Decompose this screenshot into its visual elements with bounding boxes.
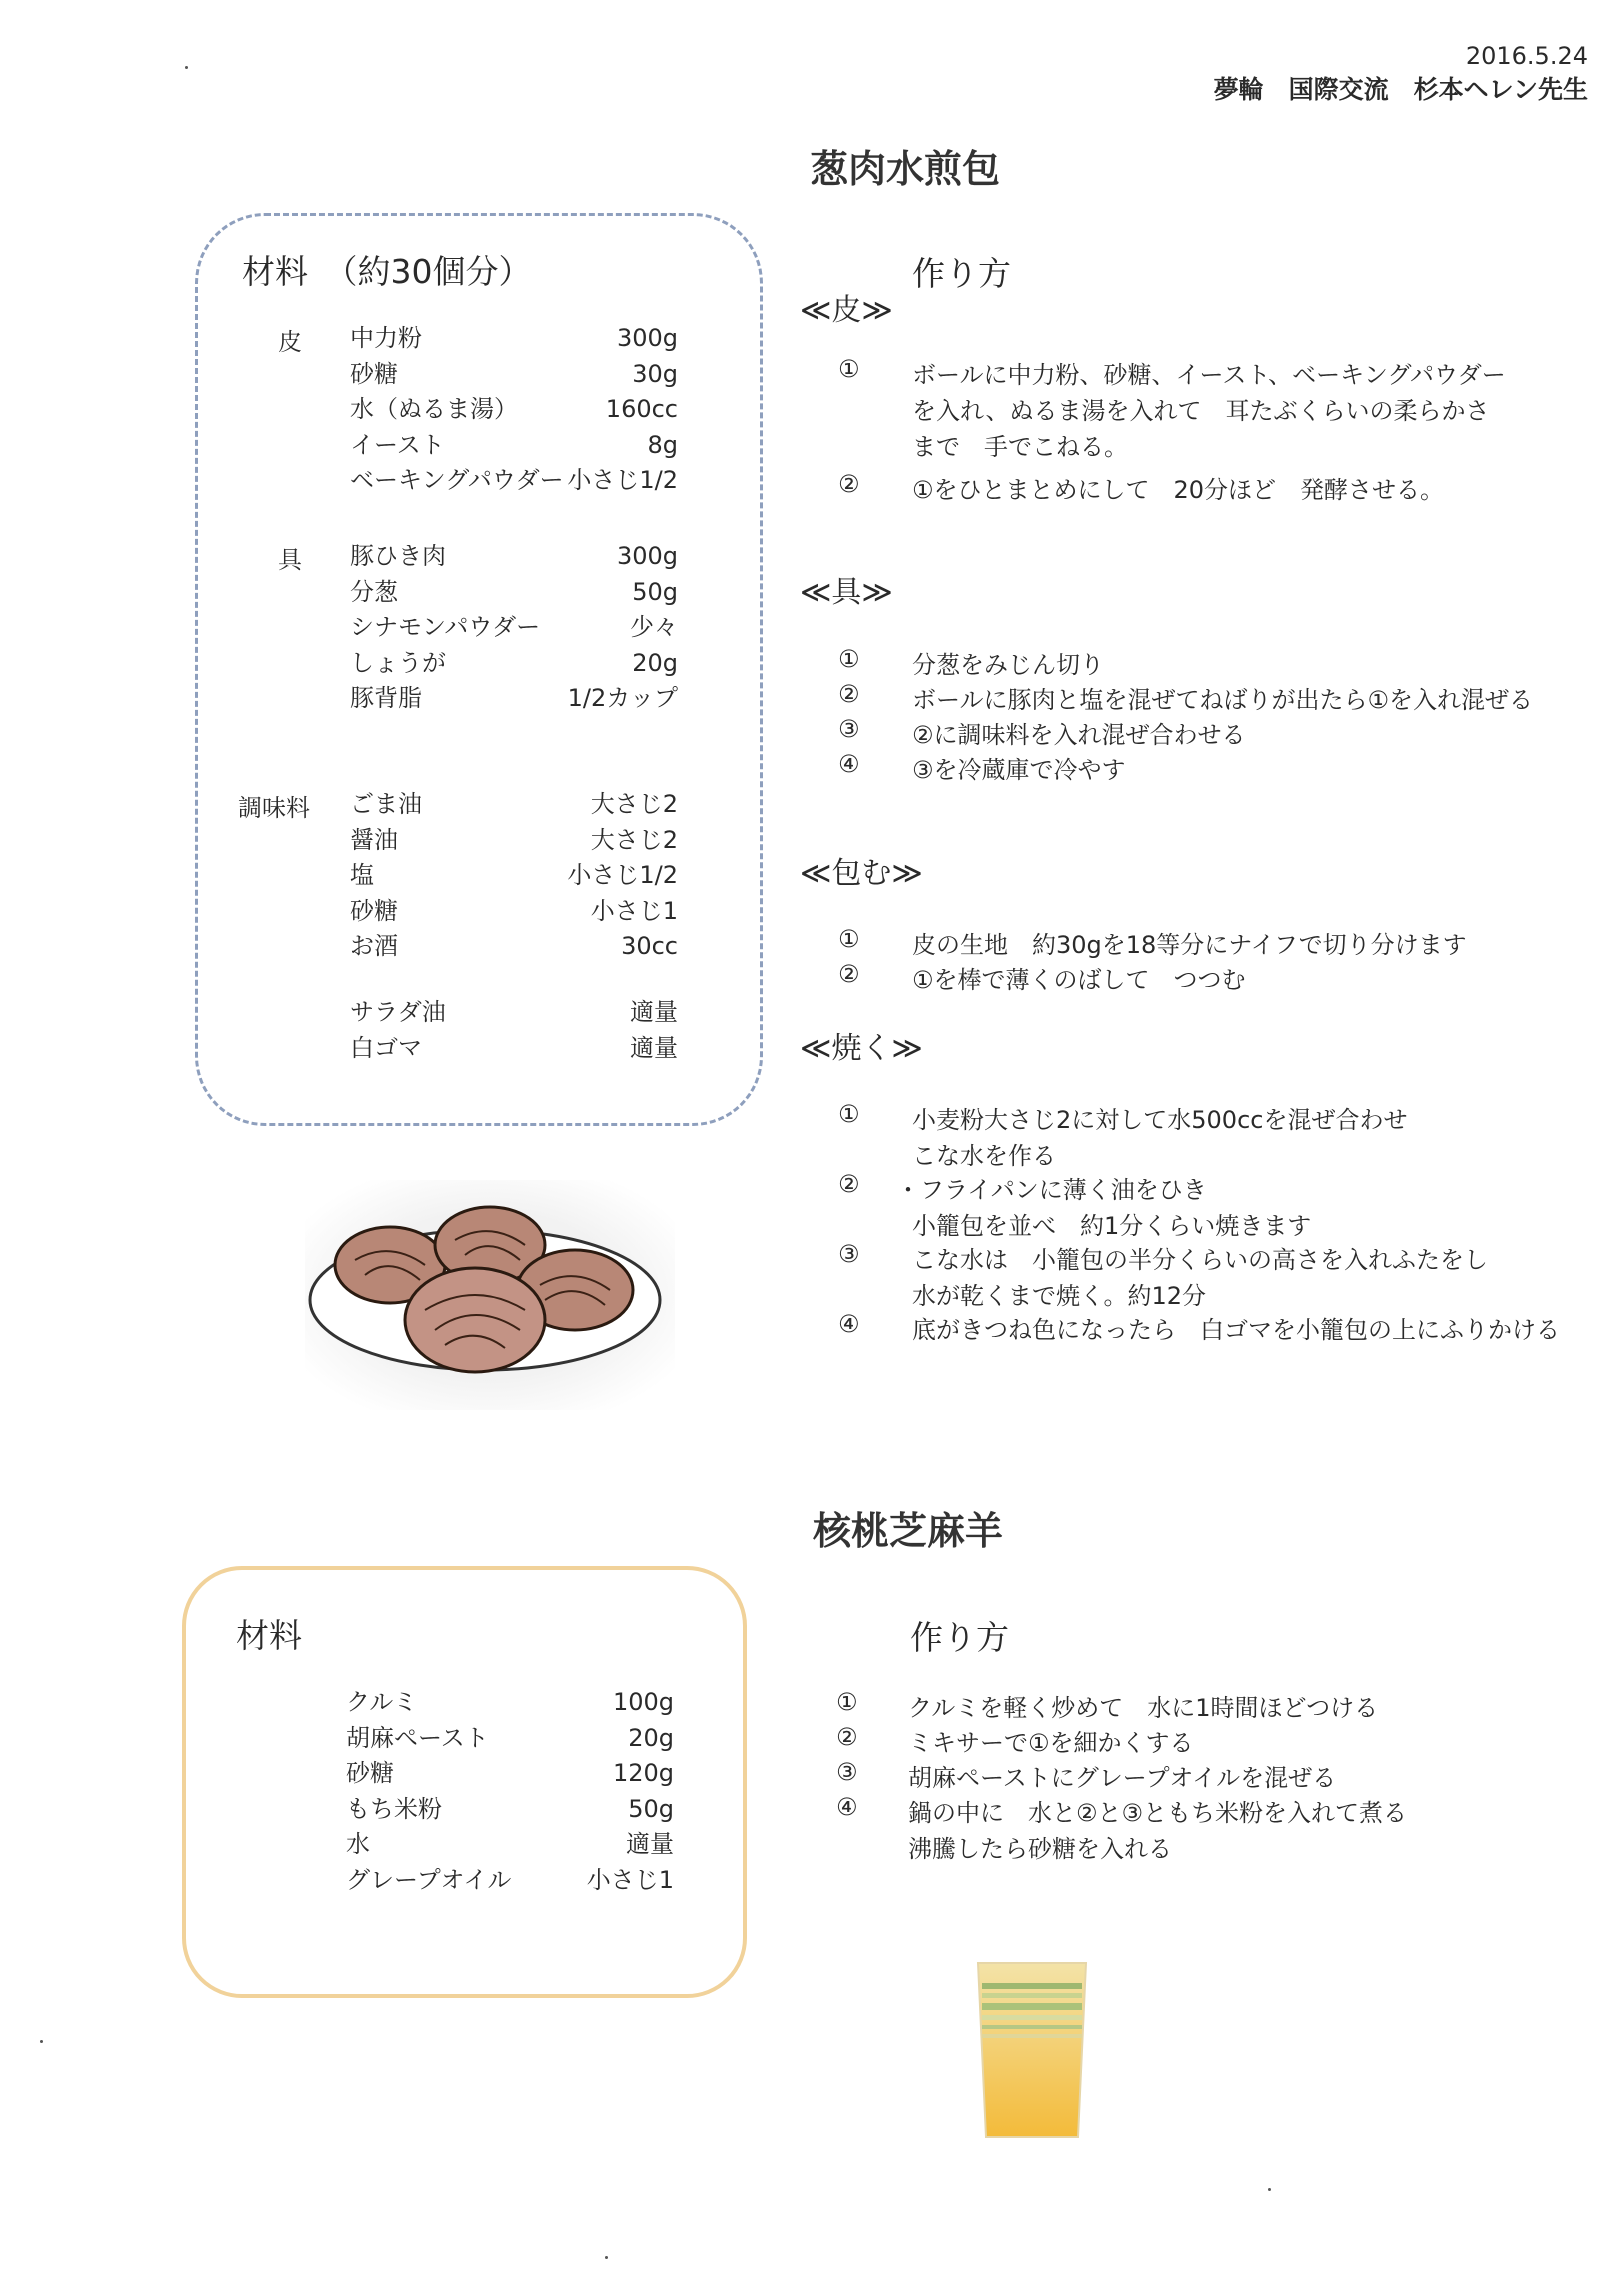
ingredient-qty: 160cc: [605, 395, 678, 423]
ingredient-qty: 300g: [616, 324, 678, 352]
step-number: ②: [838, 960, 860, 988]
ingredient-category: 具: [278, 546, 302, 574]
step-number: ②: [838, 680, 860, 708]
step-text: ①をひとまとめにして 20分ほど 発酵させる。: [912, 476, 1445, 504]
step-number: ①: [838, 645, 860, 673]
step-text: ボールに中力粉、砂糖、イースト、ベーキングパウダー: [912, 361, 1506, 389]
method-section-heading: ≪焼く≫: [800, 1031, 923, 1066]
step-text: を入れ、ぬるま湯を入れて 耳たぶくらいの柔らかさ: [912, 397, 1490, 425]
step-text: 皮の生地 約30gを18等分にナイフで切り分けます: [912, 931, 1467, 959]
ingredient-qty: 適量: [626, 1830, 674, 1858]
ingredient-name: イースト: [350, 430, 445, 459]
ingredient-name: 豚背脂: [350, 684, 422, 712]
ingredient-qty: 20g: [628, 1723, 674, 1752]
step-text: ・フライパンに薄く油をひき: [896, 1176, 1207, 1204]
drink-glass-photo: [972, 1955, 1092, 2145]
step-text: 小籠包を並べ 約1分くらい焼きます: [912, 1212, 1312, 1240]
ingredient-qty: 小さじ1: [590, 896, 678, 925]
method-section-heading: ≪皮≫: [800, 293, 893, 328]
step-text: 小麦粉大さじ2に対して水500ccを混ぜ合わせ: [912, 1106, 1408, 1134]
step-number: ④: [838, 750, 860, 778]
ingredient-qty: 30cc: [621, 932, 678, 960]
ingredient-qty: 大さじ2: [590, 825, 678, 854]
ingredient-qty: 大さじ2: [590, 790, 678, 818]
step-number: ③: [838, 1240, 860, 1268]
ingredient-name: 分葱: [350, 577, 398, 606]
ingredient-qty: 少々: [630, 613, 678, 641]
ingredient-qty: 適量: [630, 1033, 678, 1062]
ingredient-name: しょうが: [350, 648, 446, 677]
ingredient-name: もち米粉: [346, 1794, 442, 1823]
step-text: 沸騰したら砂糖を入れる: [908, 1835, 1172, 1863]
ingredient-qty: 30g: [632, 359, 678, 388]
step-text: 分葱をみじん切り: [912, 651, 1104, 679]
step-number: ③: [838, 715, 860, 743]
step-text: こな水を作る: [912, 1142, 1056, 1170]
ingredient-name: グレープオイル: [346, 1865, 512, 1894]
recipe1-title: 葱肉水煎包: [810, 147, 1001, 191]
ingredient-qty: 1/2カップ: [567, 684, 678, 712]
step-number: ②: [838, 470, 860, 498]
scan-speck: [605, 2256, 608, 2259]
step-text: ②に調味料を入れ混ぜ合わせる: [912, 721, 1246, 749]
ingredient-name: ベーキングパウダー: [350, 466, 564, 494]
ingredient-name: シナモンパウダー: [350, 613, 541, 641]
ingredient-name: 砂糖: [350, 359, 398, 388]
method-section-heading: ≪具≫: [800, 575, 893, 610]
ingredient-name: サラダ油: [350, 998, 446, 1026]
ingredient-name: 醤油: [350, 825, 398, 854]
ingredient-name: 塩: [350, 861, 374, 889]
ingredient-name: 砂糖: [350, 896, 398, 925]
recipe1-method-title: 作り方: [912, 254, 1011, 293]
recipe2-ingredients-title: 材料: [236, 1616, 302, 1655]
step-text: 底がきつね色になったら 白ゴマを小籠包の上にふりかける: [912, 1316, 1560, 1344]
ingredient-qty: 50g: [628, 1794, 674, 1823]
step-text: 胡麻ペーストにグレープオイルを混ぜる: [908, 1764, 1337, 1792]
ingredient-name: ごま油: [350, 790, 422, 818]
ingredient-qty: 小さじ1/2: [567, 466, 678, 494]
recipe2-title: 核桃芝麻羊: [813, 1509, 1004, 1553]
step-text: 鍋の中に 水と②と③ともち米粉を入れて煮る: [908, 1799, 1408, 1827]
step-number: ③: [836, 1758, 858, 1786]
ingredient-name: 胡麻ペースト: [346, 1723, 489, 1752]
step-number: ④: [836, 1793, 858, 1821]
step-number: ②: [838, 1170, 860, 1198]
step-text: ①を棒で薄くのばして つつむ: [912, 966, 1246, 994]
step-number: ④: [838, 1310, 860, 1338]
ingredient-name: 水: [346, 1830, 370, 1858]
step-text: ミキサーで①を細かくする: [908, 1729, 1194, 1757]
document-date: 2016.5.24: [1465, 42, 1588, 70]
step-number: ①: [836, 1688, 858, 1716]
scan-speck: [40, 2040, 43, 2043]
ingredient-qty: 20g: [632, 648, 678, 677]
recipe2-method-title: 作り方: [910, 1618, 1009, 1657]
ingredient-qty: 小さじ1/2: [567, 861, 678, 889]
step-number: ①: [838, 925, 860, 953]
ingredient-name: 水（ぬるま湯）: [350, 395, 518, 423]
step-text: まで 手でこねる。: [912, 433, 1128, 461]
ingredient-name: クルミ: [346, 1688, 418, 1716]
step-text: ③を冷蔵庫で冷やす: [912, 756, 1126, 784]
ingredient-name: 砂糖: [346, 1759, 394, 1787]
ingredient-qty: 8g: [647, 430, 678, 459]
document-author: 夢輪 国際交流 杉本ヘレン先生: [1213, 75, 1588, 104]
scan-speck: [1268, 2188, 1271, 2191]
ingredient-category: 調味料: [238, 794, 310, 822]
step-number: ②: [836, 1723, 858, 1751]
step-text: ボールに豚肉と塩を混ぜてねばりが出たら①を入れ混ぜる: [912, 686, 1534, 714]
ingredient-name: 中力粉: [350, 324, 422, 352]
ingredient-name: 豚ひき肉: [350, 542, 446, 570]
scan-speck: [185, 66, 188, 69]
ingredient-qty: 300g: [616, 542, 678, 570]
ingredient-qty: 適量: [630, 998, 678, 1026]
step-text: こな水は 小籠包の半分くらいの高さを入れふたをし: [912, 1246, 1488, 1274]
ingredient-qty: 小さじ1: [586, 1865, 674, 1894]
dumpling-photo: [305, 1180, 675, 1410]
ingredient-qty: 120g: [612, 1759, 674, 1787]
ingredient-name: お酒: [350, 932, 398, 960]
step-text: 水が乾くまで焼く。約12分: [912, 1282, 1207, 1310]
step-text: クルミを軽く炒めて 水に1時間ほどつける: [908, 1694, 1379, 1722]
ingredient-category: 皮: [278, 328, 302, 356]
ingredient-qty: 50g: [632, 577, 678, 606]
ingredient-qty: 100g: [612, 1688, 674, 1716]
step-number: ①: [838, 355, 860, 383]
ingredient-name: 白ゴマ: [350, 1033, 422, 1062]
method-section-heading: ≪包む≫: [800, 856, 923, 891]
step-number: ①: [838, 1100, 860, 1128]
recipe1-ingredients-title: 材料 （約30個分）: [242, 252, 532, 291]
